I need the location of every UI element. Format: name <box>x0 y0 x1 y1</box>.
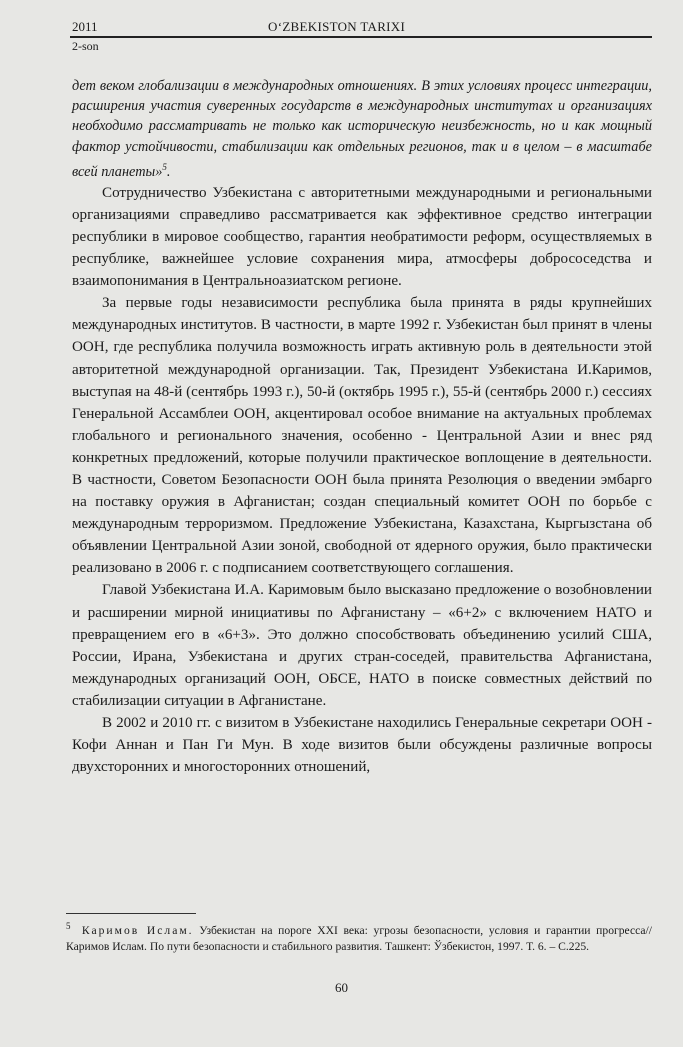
intro-quote-text: дет веком глобализации в международных отношениях. В этих условиях процесс интеграции, расширения участия суверенных государств в международных институтах и организациях необходимо рассматривать не только как историческую неизбежность, но и как мощный фактор устойчивости, стабилизации как отдельных регионов, так и в целом – в масштабе всей планеты» <box>72 78 652 180</box>
footnote-text: Узбекистан на пороге XXI века: угрозы безопасности, условия и гарантии прогресса// Каримов Ислам. По пути безопасности и стабильного развития. Ташкент: Ўзбекистон, 1997. Т. 6. – С.225. <box>66 923 652 954</box>
paragraph-3: Главой Узбекистана И.А. Каримовым было высказано предложение о возобновлении и расширении мирной инициативы по Афганистану – «6+2» с включением НАТО и превращением его в «6+3». Это должно способствовать объединению усилий США, России, Ирана, Узбекистана и других стран-соседей, правительства Афганистана, международных организаций ООН, ОБСЕ, НАТО в поиске совместных действий по стабилизации ситуации в Афганистане. <box>72 582 652 709</box>
article-body <box>72 76 652 778</box>
footnote-ref: 5 <box>162 161 167 172</box>
paragraph-4: В 2002 и 2010 гг. с визитом в Узбекистане находились Генеральные секретари ООН - Кофи Аннан и Пан Ги Мун. В ходе визитов были обсуждены различные вопросы двухсторонних и многосторонних отношений, <box>72 715 652 776</box>
footnote-rule <box>66 913 196 914</box>
paragraph-1: Сотрудничество Узбекистана с авторитетными международными и региональными организациями справедливо рассматривается как эффективное средство интеграции республики в мировое сообщество, гарантия необратимости реформ, осуществляемых в республике, важнейшее условие сохранения мира, атмосферы добрососедства и взаимопонимания в Центральноазиатском регионе. <box>72 184 652 290</box>
intro-quote-end: . <box>166 163 171 180</box>
footnote-number: 5 <box>66 921 71 931</box>
journal-title: O‘ZBEKISTON TARIXI <box>268 19 406 34</box>
intro-quote <box>72 76 652 182</box>
header-year: 2011 <box>72 19 98 34</box>
issue-number: 2-son <box>72 39 99 53</box>
footnote <box>66 918 652 956</box>
paragraph-2: За первые годы независимости республика была принята в ряды крупнейших международных институтов. В частности, в марте 1992 г. Узбекистан был принят в члены ООН, где республика получила возможность играть активную роль в деятельности этой авторитетной международной организации. Так, Президент Узбекистана И.Каримов, выступая на 48-й (сентябрь 1993 г.), 50-й (октябрь 1995 г.), 55-й (сентябрь 2000 г.) сессиях Генеральной Ассамблеи ООН, акцентировал особое внимание на актуальных проблемах глобального и регионального значения, особенно - Центральной Азии и внес ряд конкретных предложений, которые получили практическое воплощение в деятельности. В частности, Советом Безопасности ООН была принята Резолюция о введении эмбарго на поставку оружия в Афганистан; создан специальный комитет ООН по борьбе с международным терроризмом. Предложение Узбекистана, Казахстана, Кыргызстана об объявлении Центральной Азии зоной, свободной от ядерного оружия, было практически реализовано в 2006 г. с подписанием соответствующего соглашения. <box>72 295 652 577</box>
page-number: 60 <box>335 980 348 995</box>
footnote-author: Каримов Ислам. <box>81 923 194 937</box>
header-rule <box>70 36 652 38</box>
